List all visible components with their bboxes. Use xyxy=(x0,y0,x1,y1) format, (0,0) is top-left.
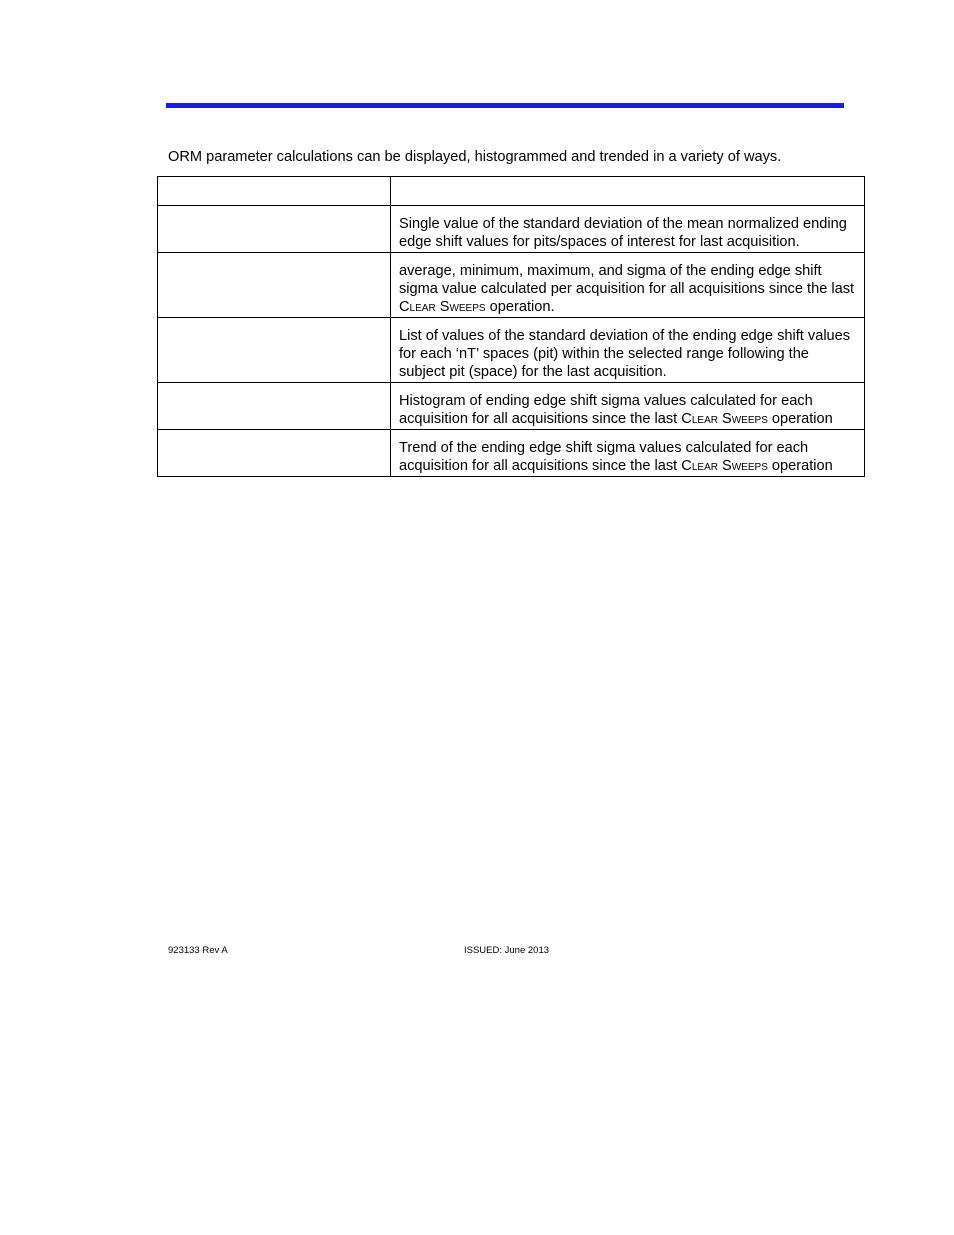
intro-paragraph: ORM parameter calculations can be displayed, histogrammed and trended in a variety of ways. xyxy=(168,149,782,165)
clear-sweeps-term: Clear Sweeps xyxy=(399,299,486,315)
clear-sweeps-term: Clear Sweeps xyxy=(681,411,768,427)
table-cell-description xyxy=(391,206,865,253)
table-row xyxy=(158,253,865,318)
table-cell-parameter xyxy=(158,383,391,430)
description-text: List of values of the standard deviation of the ending edge shift values for each ‘nT’ spaces (pit) within the selected range following the subject pit (space) for the last acquisition. xyxy=(399,328,851,380)
table-row xyxy=(158,206,865,253)
clear-sweeps-term: Clear Sweeps xyxy=(681,458,768,474)
description-text: Single value of the standard deviation of the mean normalized ending edge shift values for pits/spaces of interest for last acquisition. xyxy=(399,216,847,250)
table-cell-parameter xyxy=(158,206,391,253)
table-row xyxy=(158,318,865,383)
footer-issued-date: ISSUED: June 2013 xyxy=(464,945,550,956)
description-text: Trend of the ending edge shift sigma values calculated for each acquisition for all acquisitions since the last xyxy=(399,440,809,474)
table-cell-parameter xyxy=(158,253,391,318)
table-cell-description xyxy=(391,383,865,430)
table-cell-parameter xyxy=(158,318,391,383)
table-cell-description xyxy=(391,430,865,477)
header-rule xyxy=(166,103,844,108)
footer-doc-number: 923133 Rev A xyxy=(168,945,228,956)
table-cell-parameter xyxy=(158,430,391,477)
table-header-row xyxy=(158,177,865,206)
table-cell-description xyxy=(391,318,865,383)
table-header-parameter xyxy=(158,177,391,206)
description-text: Histogram of ending edge shift sigma values calculated for each acquisition for all acquisitions since the last xyxy=(399,393,813,427)
description-text: average, minimum, maximum, and sigma of the ending edge shift sigma value calculated per acquisition for all acquisitions since the last xyxy=(399,263,855,297)
table-cell-description xyxy=(391,253,865,318)
table-header-description xyxy=(391,177,865,206)
description-text-end: operation xyxy=(767,458,833,474)
table-row xyxy=(158,430,865,477)
parameter-table xyxy=(157,176,865,477)
description-text-end: operation xyxy=(767,411,833,427)
table-row xyxy=(158,383,865,430)
description-text-end: operation. xyxy=(485,299,555,315)
